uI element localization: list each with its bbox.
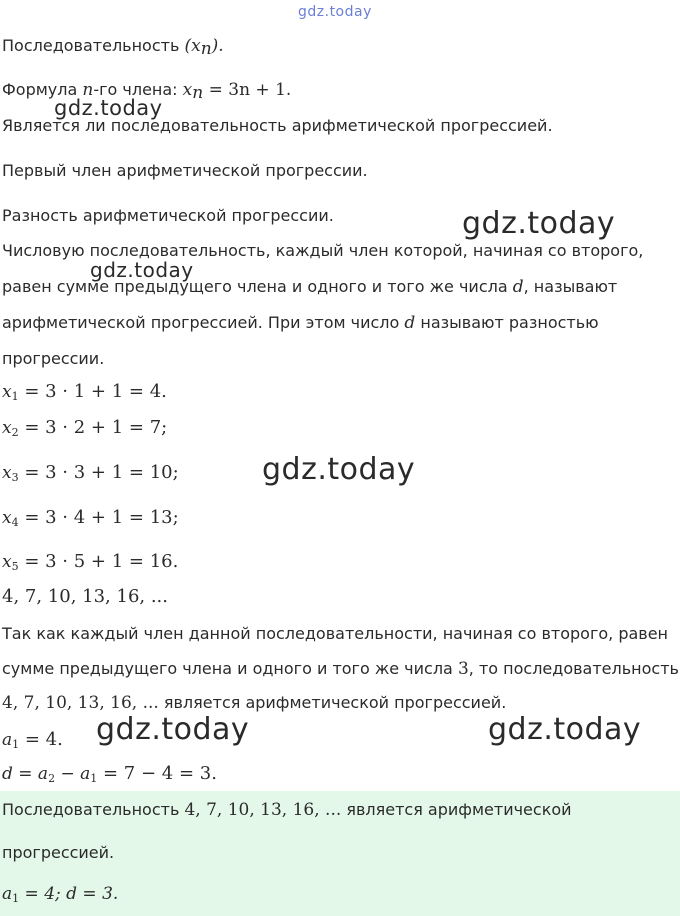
calc-x2: $x_2 = 3 \cdot 2 + 1 = 7$; <box>2 417 168 439</box>
answer-line-3: $a_1 = 4$; d = 3. <box>2 884 119 905</box>
question-first-term: Первый член арифметической прогрессии. <box>2 161 368 180</box>
reason-line-3: 4, 7, 10, 13, 16, ... является арифметической прогрессией. <box>2 693 507 713</box>
watermark-2: gdz.today <box>462 206 616 241</box>
first-term: $a_1 = 4$. <box>2 729 63 751</box>
calc-x3: $x_3 = 3 \cdot 3 + 1 = 10$; <box>2 462 179 484</box>
sequence-values: 4, 7, 10, 13, 16, ... <box>2 586 168 607</box>
watermark-1: gdz.today <box>54 96 163 120</box>
question-is-progression: Является ли последовательность арифметической прогрессией. <box>2 116 553 135</box>
definition-line-4: прогрессии. <box>2 349 105 368</box>
answer-line-1: Последовательность 4, 7, 10, 13, 16, ... является арифметической <box>2 800 572 820</box>
definition-line-3: арифметической прогрессией. При этом число d называют разностью <box>2 313 599 333</box>
difference-calc: $d = a_2 - a_1 = 7 - 4 = 3$. <box>2 763 217 785</box>
reason-line-1: Так как каждый член данной последовательности, начиная со второго, равен <box>2 624 669 643</box>
question-difference: Разность арифметической прогрессии. <box>2 206 334 225</box>
reason-line-2: сумме предыдущего члена и одного и того же числа 3, то последовательность <box>2 659 679 679</box>
question-sequence: Последовательность $(x_n)$. <box>2 36 224 59</box>
calc-x4: $x_4 = 3 \cdot 4 + 1 = 13$; <box>2 507 179 529</box>
watermark-top: gdz.today <box>298 4 372 20</box>
question-formula: Формула n-го члена: $x_n = 3n + 1$. <box>2 80 292 103</box>
calc-x5: $x_5 = 3 \cdot 5 + 1 = 16$. <box>2 551 179 573</box>
watermark-4: gdz.today <box>262 452 416 487</box>
definition-line-2: равен сумме предыдущего члена и одного и того же числа d, называют <box>2 277 618 297</box>
definition-line-1: Числовую последовательность, каждый член которой, начиная со второго, <box>2 241 644 260</box>
answer-line-2: прогрессией. <box>2 843 115 862</box>
watermark-6: gdz.today <box>488 712 642 747</box>
watermark-3: gdz.today <box>90 258 194 282</box>
calc-x1: $x_1 = 3 \cdot 1 + 1 = 4$. <box>2 381 167 403</box>
watermark-5: gdz.today <box>96 712 250 747</box>
